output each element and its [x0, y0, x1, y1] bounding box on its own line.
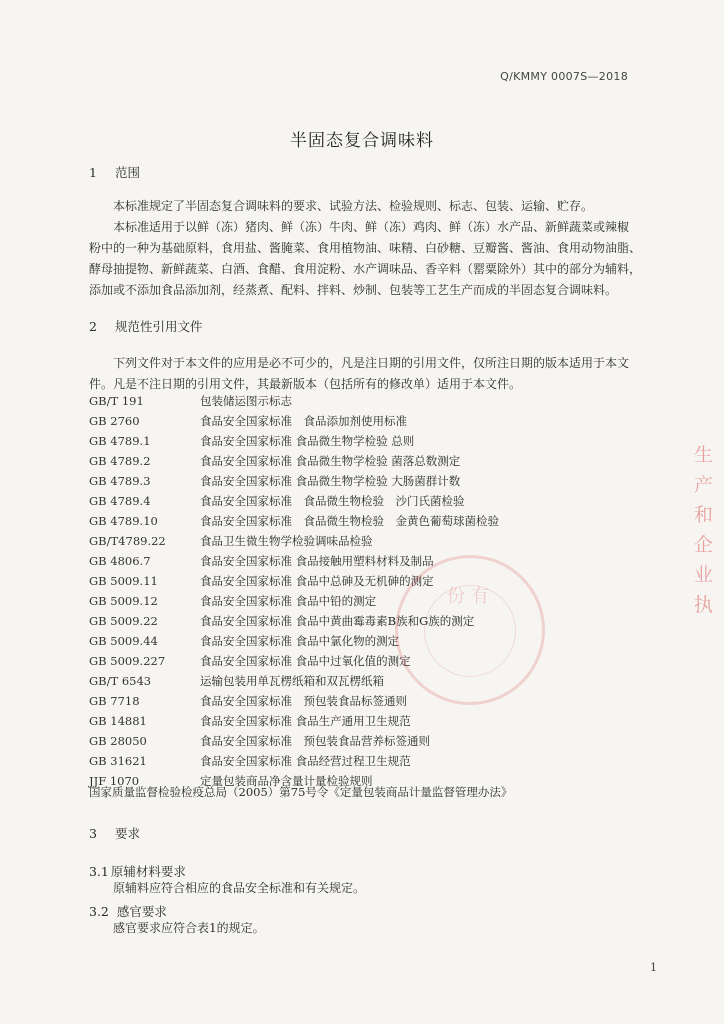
- reference-code: GB 5009.11: [89, 574, 158, 588]
- paragraph-line: 本标准适用于以鲜（冻）猪肉、鲜（冻）牛肉、鲜（冻）鸡肉、鲜（冻）水产品、新鲜蔬菜或辣椒: [113, 220, 630, 234]
- reference-code: GB 28050: [89, 734, 147, 748]
- reference-title: 食品安全国家标准 食品添加剂使用标准: [200, 414, 407, 428]
- reference-title: 食品安全国家标准 食品中铅的测定: [200, 594, 377, 608]
- reference-title: 食品安全国家标准 食品微生物检验 沙门氏菌检验: [200, 494, 465, 508]
- document-code: Q/KMMY 0007S—2018: [500, 70, 628, 83]
- reference-title: 食品卫生微生物学检验调味品检验: [200, 534, 373, 548]
- subsection-3-2-text: 感官要求应符合表1的规定。: [113, 921, 265, 935]
- subsection-number: 3.1: [89, 864, 109, 879]
- reference-title: 食品安全国家标准 食品微生物学检验 大肠菌群计数: [200, 474, 461, 488]
- section-2-heading: [89, 317, 203, 335]
- reference-title: 食品安全国家标准 食品微生物学检验 菌落总数测定: [200, 454, 461, 468]
- paragraph-line: 粉中的一种为基础原料，食用盐、酱腌菜、食用植物油、味精、白砂糖、豆瓣酱、酱油、食用动物油脂、: [89, 241, 642, 255]
- reference-code: GB 5009.12: [89, 594, 158, 608]
- reference-title: 食品安全国家标准 食品中氯化物的测定: [200, 634, 400, 648]
- reference-code: GB 2760: [89, 414, 140, 428]
- reference-title: 食品安全国家标准 食品微生物学检验 总则: [200, 434, 415, 448]
- section-title: 要求: [115, 826, 141, 841]
- reference-code: GB 7718: [89, 694, 140, 708]
- section-title: 范围: [115, 165, 141, 180]
- section-1-heading: [89, 163, 140, 181]
- reference-code: GB 5009.22: [89, 614, 158, 628]
- paragraph-line: 件。凡是不注日期的引用文件，其最新版本（包括所有的修改单）适用于本文件。: [89, 377, 522, 391]
- section-2-intro: [89, 353, 669, 395]
- edge-seal-text: 企业执: [694, 534, 715, 616]
- reference-code: GB 14881: [89, 714, 147, 728]
- reference-title: 食品安全国家标准 食品中黄曲霉毒素B族和G族的测定: [200, 614, 475, 628]
- reference-code: GB 4789.3: [89, 474, 151, 488]
- reference-code: JJF 1070: [89, 774, 140, 788]
- paragraph-line: 下列文件对于本文件的应用是必不可少的，凡是注日期的引用文件，仅所注日期的版本适用于本文: [113, 356, 630, 370]
- seal-text: 份有: [447, 586, 495, 607]
- reference-code: GB/T 191: [89, 394, 144, 408]
- reference-title: 食品安全国家标准 食品微生物检验 金黄色葡萄球菌检验: [200, 514, 499, 528]
- reference-code: GB 4789.4: [89, 494, 151, 508]
- paragraph-line: 酵母抽提物、新鲜蔬菜、白酒、食醋、食用淀粉、水产调味品、香辛料（罂粟除外）其中的部分为辅料，: [89, 262, 642, 276]
- reference-code: GB/T4789.22: [89, 534, 166, 548]
- subsection-title: 感官要求: [116, 904, 167, 919]
- reference-code: GB 4789.2: [89, 454, 151, 468]
- paragraph: 本标准规定了半固态复合调味料的要求、试验方法、检验规则、标志、包装、运输、贮存。: [113, 199, 594, 213]
- page-number: 1: [650, 961, 657, 974]
- reference-title: 食品安全国家标准 食品生产通用卫生规范: [200, 714, 411, 728]
- decree-reference: 国家质量监督检验检疫总局（2005）第75号令《定量包装商品计量监督管理办法》: [89, 785, 513, 799]
- reference-code: GB 4806.7: [89, 554, 151, 568]
- reference-code: GB 4789.10: [89, 514, 158, 528]
- subsection-3-1-text: 原辅料应符合相应的食品安全标准和有关规定。: [113, 881, 366, 895]
- reference-code: GB 5009.44: [89, 634, 158, 648]
- reference-title: 运输包装用单瓦楞纸箱和双瓦楞纸箱: [200, 674, 384, 688]
- section-title: 规范性引用文件: [115, 319, 203, 334]
- section-number: 2: [89, 319, 97, 334]
- reference-code: GB 5009.227: [89, 654, 166, 668]
- reference-title: 食品安全国家标准 食品接触用塑料材料及制品: [200, 554, 434, 568]
- section-1-body: [89, 196, 669, 301]
- subsection-title: 原辅材料要求: [110, 864, 186, 879]
- reference-code: GB 4789.1: [89, 434, 151, 448]
- reference-title: 定量包装商品净含量计量检验规则: [200, 774, 373, 788]
- reference-title: 食品安全国家标准 预包装食品营养标签通则: [200, 734, 430, 748]
- edge-seal: [688, 440, 724, 616]
- reference-title: 食品安全国家标准 预包装食品标签通则: [200, 694, 407, 708]
- section-number: 1: [89, 165, 97, 180]
- reference-title: 食品安全国家标准 食品中过氧化值的测定: [200, 654, 411, 668]
- edge-seal-text: 生产和: [694, 444, 715, 526]
- document-title: 半固态复合调味料: [290, 131, 434, 151]
- section-number: 3: [89, 826, 97, 841]
- paragraph-line: 添加或不添加食品添加剂，经蒸煮、配料、拌料、炒制、包装等工艺生产而成的半固态复合调味料。: [89, 283, 618, 297]
- reference-title: 包装储运图示标志: [200, 394, 292, 408]
- reference-title: 食品安全国家标准 食品中总砷及无机砷的测定: [200, 574, 434, 588]
- reference-code: GB 31621: [89, 754, 147, 768]
- section-3-heading: [89, 824, 140, 842]
- reference-code: GB/T 6543: [89, 674, 152, 688]
- reference-title: 食品安全国家标准 食品经营过程卫生规范: [200, 754, 411, 768]
- subsection-number: 3.2: [89, 904, 109, 919]
